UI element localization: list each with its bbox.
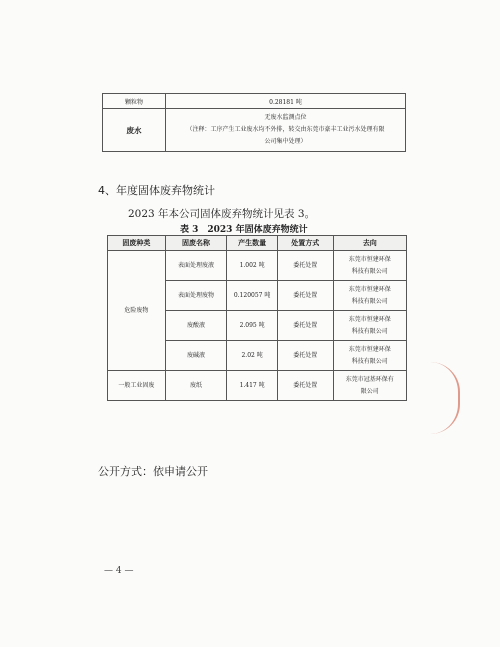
destination: 东莞市冠基环保有 限公司	[333, 371, 406, 401]
particulate-value: 0.28181 吨	[166, 94, 406, 109]
waste-amount: 1.002 吨	[227, 251, 277, 281]
destination: 东莞市恒建环保 科技有限公司	[333, 251, 406, 281]
destination: 东莞市恒建环保 科技有限公司	[333, 311, 406, 341]
wastewater-line: 无废水监测点位	[264, 114, 307, 121]
hazardous-waste-category: 危险废物	[108, 251, 166, 371]
waste-name: 表面处理废液	[165, 251, 227, 281]
table-row	[103, 109, 406, 152]
table-row	[108, 251, 407, 281]
disposal-method: 委托处置	[277, 251, 333, 281]
wastewater-line: 公司集中处理）	[264, 138, 307, 145]
table-row	[103, 94, 406, 109]
destination: 东莞市恒建环保 科技有限公司	[333, 341, 406, 371]
particulate-label: 颗粒物	[103, 94, 166, 109]
waste-amount: 0.120057 吨	[227, 281, 277, 311]
wastewater-description	[166, 109, 406, 152]
waste-amount: 1.417 吨	[227, 371, 277, 401]
header-destination: 去向	[333, 236, 406, 251]
table-caption: 表 3 2023 年固体废弃物统计	[180, 225, 308, 235]
header-disposal-method: 处置方式	[277, 236, 333, 251]
wastewater-label: 废水	[103, 109, 166, 152]
waste-amount: 2.095 吨	[227, 311, 277, 341]
general-waste-category: 一般工业固废	[108, 371, 166, 401]
waste-name: 废酸液	[165, 311, 227, 341]
wastewater-line: （注释：工序产生工业废水均不外排，转交由东莞市豪丰工业污水处理有限	[186, 126, 385, 133]
disposal-method: 委托处置	[277, 281, 333, 311]
waste-name: 废碱液	[165, 341, 227, 371]
disclosure-method: 公开方式：依申请公开	[98, 465, 208, 478]
header-amount: 产生数量	[227, 236, 277, 251]
destination: 东莞市恒建环保 科技有限公司	[333, 281, 406, 311]
section-heading: 4、年度固体废弃物统计	[98, 184, 215, 197]
waste-name: 表面处理废物	[165, 281, 227, 311]
seal-stamp-edge	[430, 362, 460, 434]
disposal-method: 委托处置	[277, 341, 333, 371]
table-header-row	[108, 236, 407, 251]
waste-name: 废纸	[165, 371, 227, 401]
disposal-method: 委托处置	[277, 311, 333, 341]
page-number: — 4 —	[104, 566, 134, 576]
disposal-method: 委托处置	[277, 371, 333, 401]
waste-amount: 2.02 吨	[227, 341, 277, 371]
header-waste-name: 固废名称	[165, 236, 227, 251]
header-waste-type: 固废种类	[108, 236, 166, 251]
section-intro: 2023 年本公司固体废弃物统计见表 3。	[128, 208, 316, 220]
solid-waste-table	[107, 235, 407, 401]
emissions-table-fragment	[102, 93, 406, 152]
table-row	[108, 371, 407, 401]
